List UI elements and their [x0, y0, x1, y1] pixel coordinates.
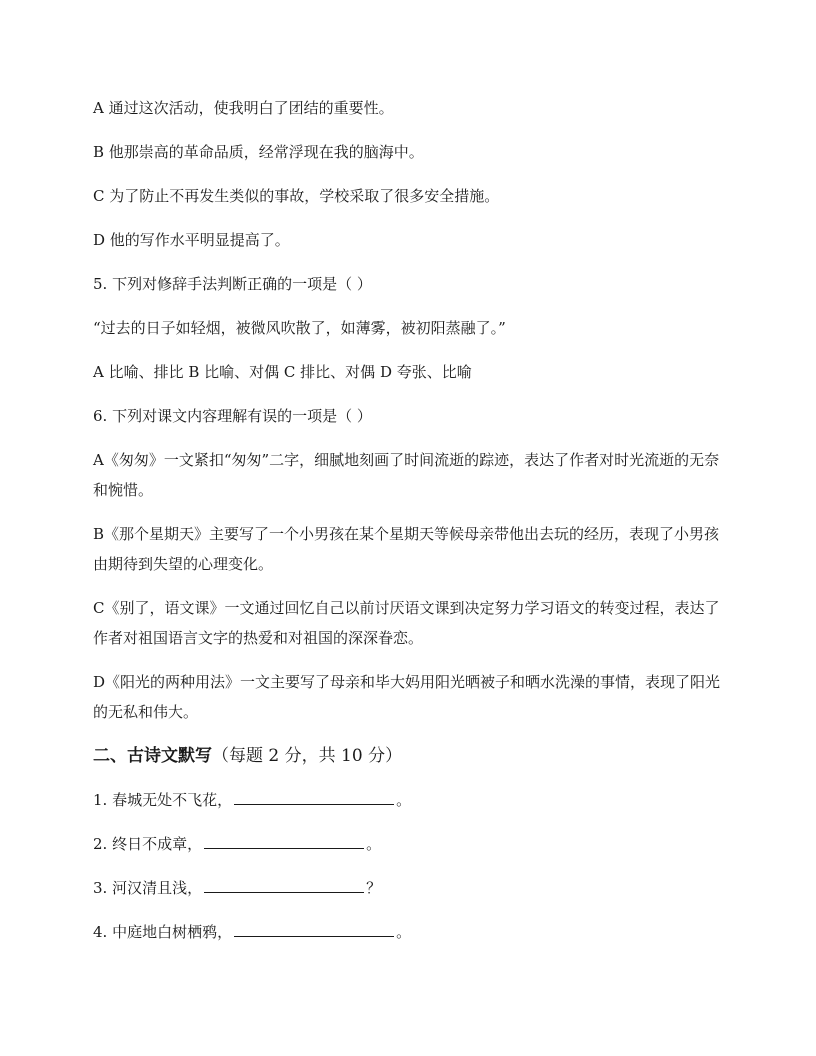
q5-options: A 比喻、排比 B 比喻、对偶 C 排比、对偶 D 夸张、比喻	[93, 363, 472, 381]
answer-blank[interactable]	[234, 922, 394, 937]
poem-item-suffix: 。	[366, 835, 382, 853]
q6-stem: 6. 下列对课文内容理解有误的一项是（ ）	[93, 407, 372, 425]
q6-option-a: A《匆匆》一文紧扣“匆匆”二字，细腻地刻画了时间流逝的踪迹，表达了作者对时光流逝的无奈和惋惜。	[93, 451, 720, 499]
document-page	[93, 93, 733, 947]
q6-option-c: C《别了，语文课》一文通过回忆自己以前讨厌语文课到决定努力学习语文的转变过程，表达了作者对祖国语言文字的热爱和对祖国的深深眷恋。	[93, 599, 720, 647]
answer-blank[interactable]	[204, 834, 364, 849]
poem-item	[93, 785, 733, 815]
poem-item	[93, 873, 733, 903]
q4-option-a: A 通过这次活动，使我明白了团结的重要性。	[93, 99, 394, 117]
q5-quote: “过去的日子如轻烟，被微风吹散了，如薄雾，被初阳蒸融了。”	[93, 319, 506, 337]
q4-option-c: C 为了防止不再发生类似的事故，学校采取了很多安全措施。	[93, 187, 500, 205]
section-note: （每题 2 分，共 10 分）	[212, 746, 403, 766]
q4-option-b: B 他那崇高的革命品质，经常浮现在我的脑海中。	[93, 143, 424, 161]
section-heading	[93, 741, 733, 771]
poem-item-prefix: 3. 河汉清且浅，	[93, 879, 203, 897]
q5-stem: 5. 下列对修辞手法判断正确的一项是（ ）	[93, 275, 372, 293]
answer-blank[interactable]	[234, 790, 394, 805]
poem-item-suffix: 。	[396, 923, 412, 941]
poem-item-prefix: 4. 中庭地白树栖鸦，	[93, 923, 233, 941]
poem-item	[93, 917, 733, 947]
poem-item	[93, 829, 733, 859]
poem-item-prefix: 2. 终日不成章，	[93, 835, 203, 853]
poem-item-suffix: 。	[396, 791, 412, 809]
poem-item-prefix: 1. 春城无处不飞花，	[93, 791, 233, 809]
answer-blank[interactable]	[204, 878, 364, 893]
section-title: 二、古诗文默写	[93, 746, 212, 766]
q6-option-b: B《那个星期天》主要写了一个小男孩在某个星期天等候母亲带他出去玩的经历，表现了小男孩由期待到失望的心理变化。	[93, 525, 720, 573]
poem-item-suffix: ？	[366, 879, 382, 897]
q4-option-d: D 他的写作水平明显提高了。	[93, 231, 290, 249]
q6-option-d: D《阳光的两种用法》一文主要写了母亲和毕大妈用阳光晒被子和晒水洗澡的事情，表现了阳光的无私和伟大。	[93, 673, 721, 721]
